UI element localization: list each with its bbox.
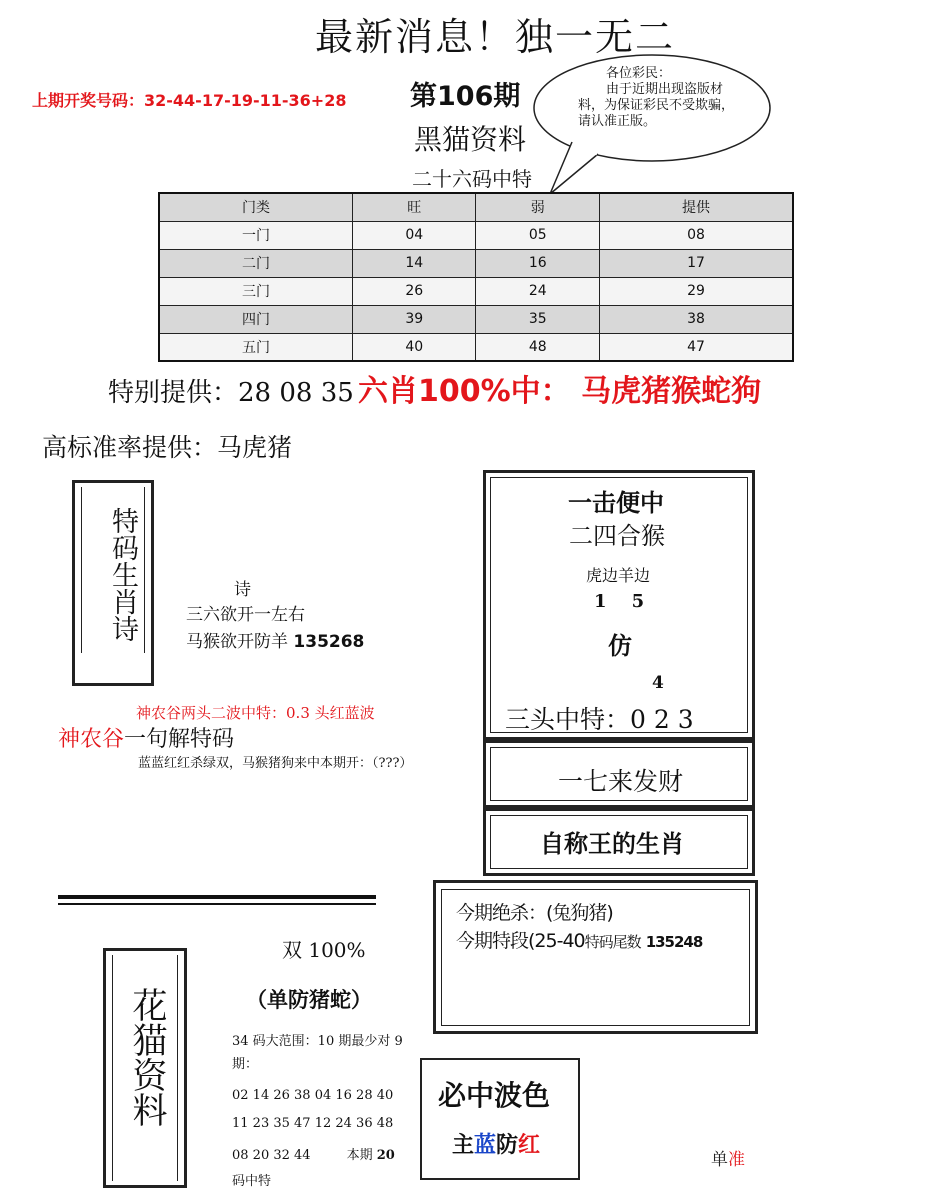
table-cell: 二门: [159, 249, 353, 277]
wave-pick: [452, 1128, 540, 1159]
segment-line: [456, 926, 702, 953]
king-text: 自称王的生肖: [540, 830, 684, 858]
range-row-3-label: 本期: [346, 1148, 373, 1163]
single-accurate: [711, 1145, 745, 1170]
range-text: 34 码大范围：10 期最少对 9 期：: [232, 1034, 403, 1072]
table-header-cell: 弱: [476, 193, 599, 221]
table-cell: 39: [353, 305, 476, 333]
wave-main: 主: [452, 1133, 475, 1158]
shennong-wave-tip: 神农谷两头二波中特：0.3 头红蓝波: [136, 704, 375, 722]
table-cell: 五门: [159, 333, 353, 361]
range-row-3-count: 20: [376, 1148, 395, 1163]
poem-label: 特码生肖诗: [81, 487, 145, 653]
table-cell: 38: [599, 305, 793, 333]
bubble-text: [578, 66, 738, 130]
huamao-label: 花猫资料: [112, 955, 178, 1181]
wave-red: 红: [518, 1133, 541, 1158]
table-cell: 17: [599, 249, 793, 277]
table-cell: 16: [476, 249, 599, 277]
segment-tail-number: 135248: [645, 933, 703, 951]
single-label: 单: [711, 1150, 728, 1170]
table-row: [159, 221, 793, 249]
table-cell: 48: [476, 333, 599, 361]
shennong-heading-red: 神农谷: [58, 727, 125, 752]
page-title: 最新消息！独一无二: [314, 15, 675, 59]
issue-number: 第106期: [410, 81, 521, 112]
table-row: [159, 333, 793, 361]
table-cell: 14: [353, 249, 476, 277]
table-cell: 47: [599, 333, 793, 361]
table-cell: 26: [353, 277, 476, 305]
poem-line-2-number: 135268: [293, 632, 365, 652]
table-cell: 40: [353, 333, 476, 361]
segment-tail-label: 特码尾数: [584, 933, 641, 951]
wave-title: 必中波色: [438, 1079, 551, 1112]
hit-box-numbers: 1 5: [594, 591, 645, 612]
table-header-row: [159, 193, 793, 221]
table-header-cell: 门类: [159, 193, 353, 221]
poem-label-box: [72, 480, 154, 686]
wave-guard: 防: [496, 1133, 519, 1158]
range-row-3: [232, 1144, 395, 1163]
six-zodiac-pick: 六肖100%中： 马虎猪猴蛇狗: [358, 374, 762, 409]
shennong-heading: [58, 722, 234, 753]
hit-box-fang: 仿: [608, 631, 632, 660]
poem-title: 诗: [234, 580, 251, 600]
last-draw-numbers: 上期开奖号码：32-44-17-19-11-36+28: [32, 91, 347, 110]
hit-box-line2: 虎边羊边: [586, 566, 651, 585]
high-accuracy-pick: 高标准率提供：马虎猪: [42, 433, 293, 462]
table-header-cell: 旺: [353, 193, 476, 221]
range-row-2: 11 23 35 47 12 24 36 48: [232, 1116, 394, 1131]
table-cell: 04: [353, 221, 476, 249]
bubble-message: 由于近期出现盗版材料，为保证彩民不受欺骗，请认准正版。: [578, 82, 735, 129]
hit-box-four: 4: [652, 673, 664, 693]
number-table: [158, 192, 794, 362]
section-subtitle: 二十六码中特: [412, 167, 532, 191]
divider-thin: [58, 903, 376, 905]
bubble-greeting: 各位彩民：: [606, 66, 672, 81]
divider-thick: [58, 895, 376, 899]
single-guard-pick: （单防猪蛇）: [246, 987, 372, 1012]
source-name: 黑猫资料: [414, 123, 527, 156]
shennong-heading-rest: 一句解特码: [124, 727, 235, 752]
table-cell: 24: [476, 277, 599, 305]
table-cell: 一门: [159, 221, 353, 249]
table-cell: 三门: [159, 277, 353, 305]
hit-box-title: 一击便中: [568, 489, 664, 517]
table-cell: 29: [599, 277, 793, 305]
segment-range: 今期特段(25-40: [456, 930, 585, 952]
table-cell: 35: [476, 305, 599, 333]
range-row-4: 码中特: [232, 1174, 272, 1189]
range-row-3-numbers: 08 20 32 44: [232, 1148, 311, 1163]
table-row: [159, 249, 793, 277]
poem-line-2-text: 马猴欲开防羊: [186, 632, 288, 652]
table-header-cell: 提供: [599, 193, 793, 221]
range-row-1: 02 14 26 38 04 16 28 40: [232, 1088, 394, 1103]
kill-line: 今期绝杀：(兔狗猪): [456, 902, 613, 924]
accurate-label: 准: [728, 1150, 745, 1170]
table-row: [159, 277, 793, 305]
table-cell: 四门: [159, 305, 353, 333]
hit-box-line1: 二四合猴: [569, 522, 665, 550]
table-cell: 05: [476, 221, 599, 249]
huamao-label-box: [103, 948, 187, 1188]
shennong-riddle: 蓝蓝红红杀绿双，马猴猪狗来中本期开：（???）: [138, 756, 413, 771]
double-pick: 双 100%: [282, 938, 366, 962]
table-row: [159, 305, 793, 333]
wave-blue: 蓝: [474, 1133, 497, 1158]
three-head-pick: 三头中特：0 2 3: [505, 705, 694, 734]
special-provide: 特别提供：28 08 35: [108, 378, 354, 408]
poem-line-2: [186, 627, 364, 652]
table-cell: 08: [599, 221, 793, 249]
fortune-text: 一七来发财: [558, 767, 684, 796]
poem-line-1: 三六欲开一左右: [186, 605, 305, 625]
